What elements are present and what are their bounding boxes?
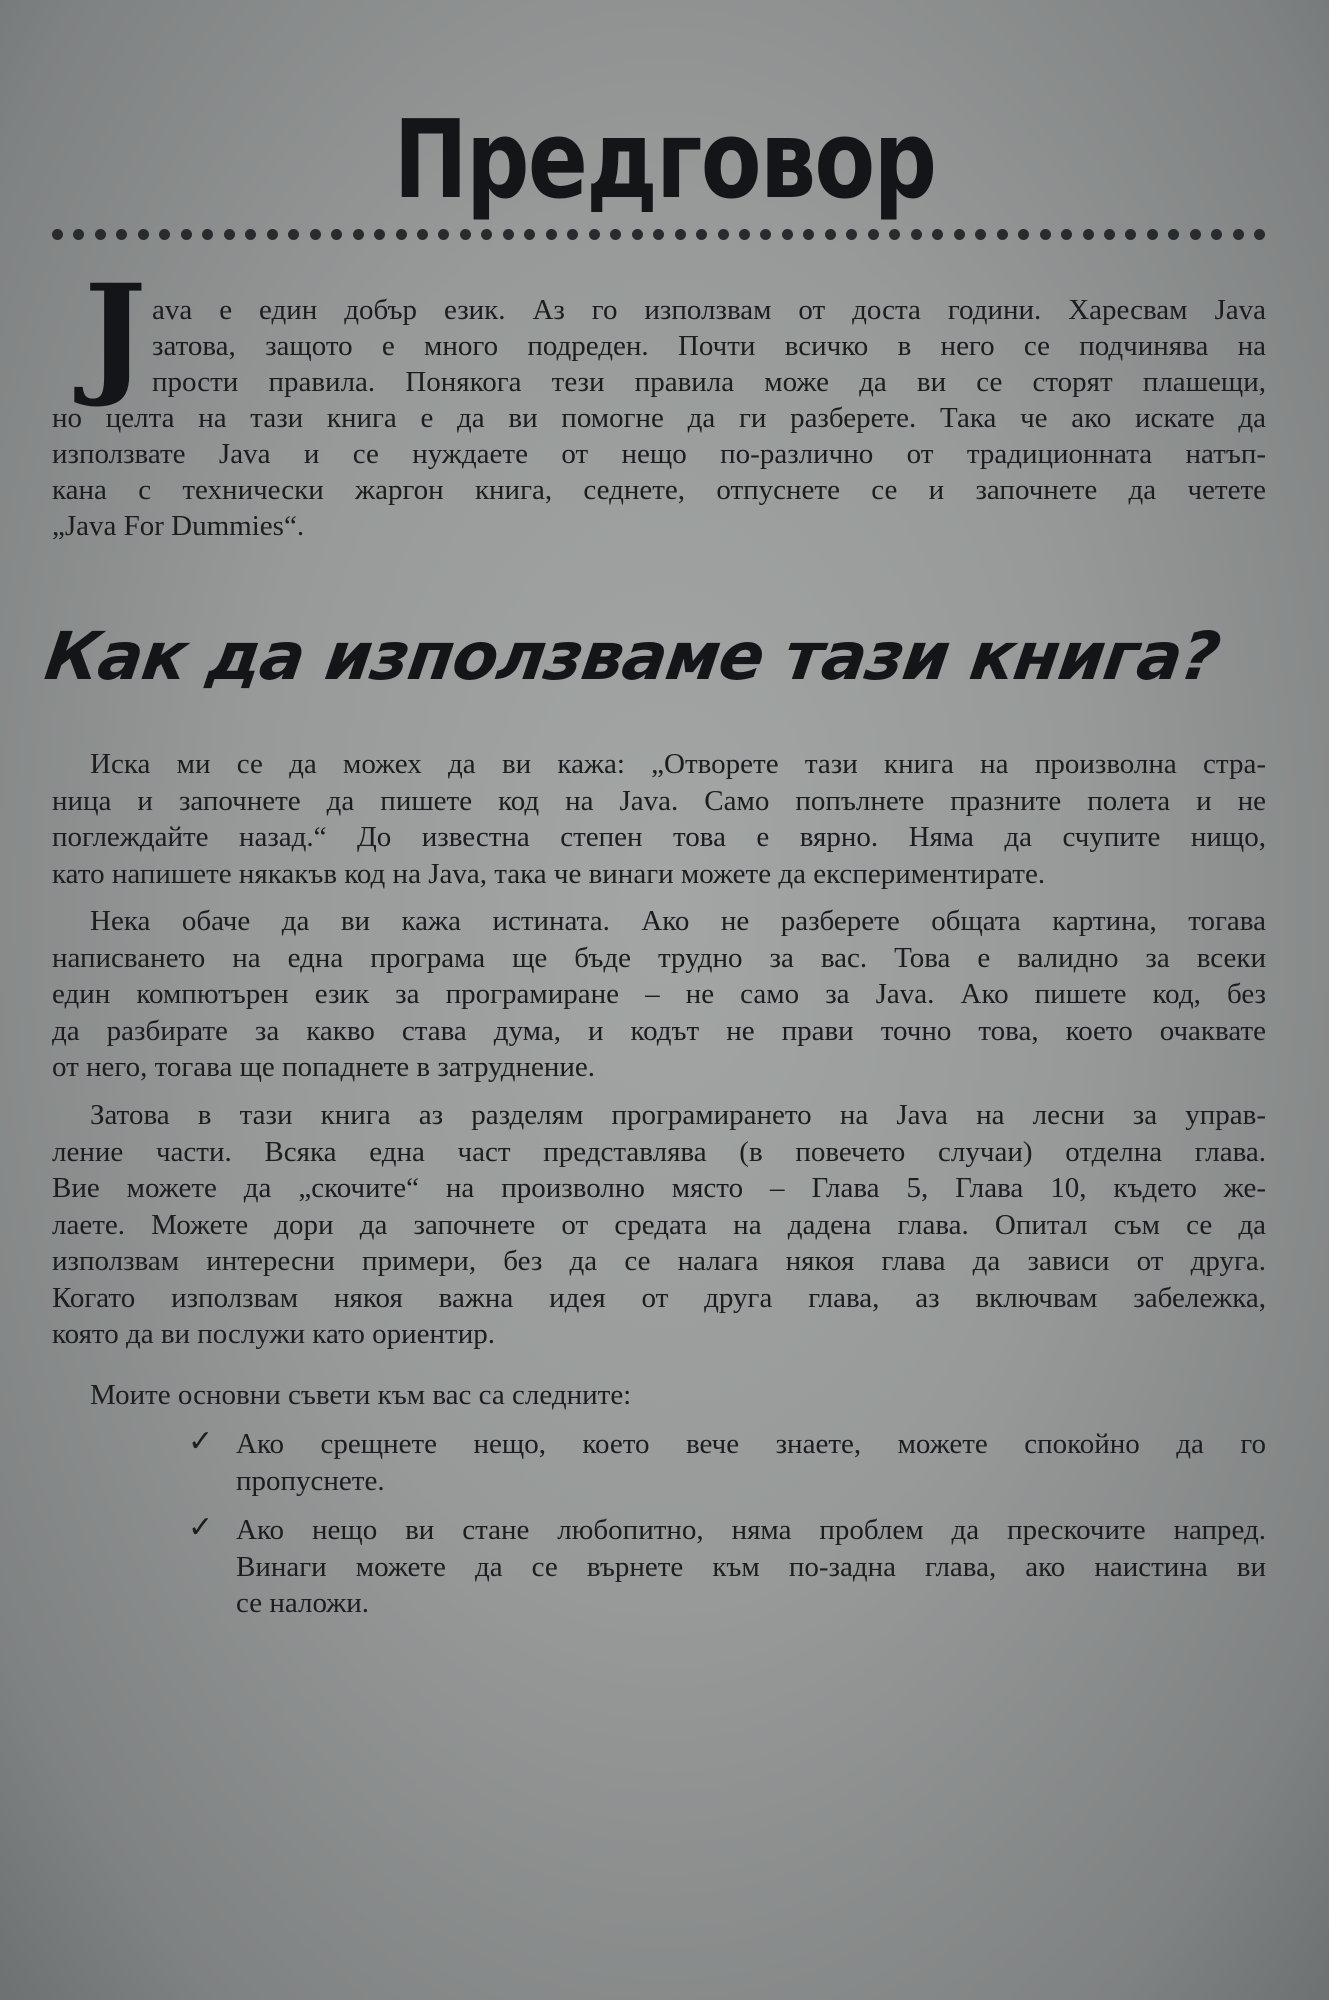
divider-dot [997,229,1008,240]
paragraph-line: като напишете някакъв код на Java, така че винаги можете да експериментирате. [52,857,1046,890]
intro-line: ava е един добър език. Аз го използвам от доста години. Харесвам Java [152,294,1266,326]
divider-dot [181,229,192,240]
intro-line: използвате Java и се нуждаете от нещо по-различно от традиционната натъп- [52,438,1266,470]
divider-dot [825,229,836,240]
paragraph-line: която да ви послужи като ориентир. [52,1318,495,1350]
divider-dot [546,229,557,240]
divider-dot [1125,229,1136,240]
divider-dot [396,229,407,240]
page-title: Предговор [393,98,936,223]
divider-dot [1190,229,1201,240]
divider-dot [954,229,965,240]
divider-dot [975,229,986,240]
divider-dot [803,229,814,240]
paragraph-line: поглеждайте назад.“ До известна степен това е вярно. Няма да счупите нищо, [52,821,1266,853]
divider-dot [202,229,213,240]
paragraph-line: един компютърен език за програмиране – не само за Java. Ако пишете код, без [52,978,1266,1010]
divider-dot [310,229,321,240]
divider-dot [782,229,793,240]
divider-dot [116,229,127,240]
bullet-line: Ако срещнете нещо, което вече знаете, можете спокойно да го [236,1428,1266,1460]
divider-dot [1104,229,1115,240]
divider-dot [889,229,900,240]
divider-dot [718,229,729,240]
divider-dot [73,229,84,240]
divider-dot [267,229,278,240]
divider-dot [589,229,600,240]
divider-dot [52,229,63,240]
paragraph-line: лаете. Можете дори да започнете от средата на дадена глава. Опитал съм се да [52,1208,1266,1241]
dotted-divider [52,229,1266,243]
bullet-line: Винаги можете да се върнете към по-задна глава, ако наистина ви [236,1550,1266,1583]
paragraph-line: Моите основни съвети към вас са следните: [90,1379,632,1411]
paragraph-line: използвам интересни примери, без да се налага някоя глава да зависи от друга. [52,1245,1266,1277]
section-heading: Как да използваме тази книга? [40,618,1225,695]
divider-dot [353,229,364,240]
intro-line: прости правила. Понякога тези правила може да ви се сторят плашещи, [152,366,1266,398]
paragraph-line: от него, тогава ще попаднете в затруднение. [52,1051,596,1083]
bullet-line: Ако нещо ви стане любопитно, няма проблем да прескочите напред. [236,1514,1266,1546]
divider-dot [610,229,621,240]
divider-dot [138,229,149,240]
bullet-line: пропуснете. [236,1464,385,1497]
divider-dot [1083,229,1094,240]
divider-dot [696,229,707,240]
divider-dot [739,229,750,240]
divider-dot [224,229,235,240]
intro-line: затова, защото е много подреден. Почти всичко в него се подчинява на [152,330,1266,362]
divider-dot [245,229,256,240]
divider-dot [1040,229,1051,240]
paragraph-line: Иска ми се да можех да ви кажа: „Отворете тази книга на произволна стра- [90,748,1266,780]
divider-dot [438,229,449,240]
paragraph-line: Вие можете да „скочите“ на произволно място – Глава 5, Глава 10, където же- [52,1172,1266,1204]
divider-dot [868,229,879,240]
intro-line: но целта на тази книга е да ви помогне да ги разберете. Така че ако искате да [52,402,1266,434]
divider-dot [1061,229,1072,240]
divider-dot [503,229,514,240]
divider-dot [331,229,342,240]
divider-dot [911,229,922,240]
divider-dot [374,229,385,240]
paragraph-line: да разбирате за какво става дума, и кодът не прави точно това, което очаквате [52,1014,1266,1047]
divider-dot [460,229,471,240]
divider-dot [159,229,170,240]
divider-dot [524,229,535,240]
divider-dot [481,229,492,240]
intro-line: „Java For Dummies“. [52,510,305,542]
divider-dot [288,229,299,240]
divider-dot [632,229,643,240]
paragraph-line: Нека обаче да ви кажа истината. Ако не разберете общата картина, тогава [90,905,1266,937]
divider-dot [1233,229,1244,240]
paragraph-line: Затова в тази книга аз разделям програмирането на Java на лесни за управ- [90,1099,1266,1131]
divider-dot [1254,229,1265,240]
check-mark-icon: ✓ [188,1424,214,1459]
divider-dot [417,229,428,240]
intro-line: кана с технически жаргон книга, седнете, отпуснете се и започнете да четете [52,474,1266,506]
drop-cap: J [84,256,147,411]
paragraph-line: написването на една програма ще бъде трудно за вас. Това е валидно за всеки [52,941,1266,974]
divider-dot [95,229,106,240]
divider-dot [1168,229,1179,240]
check-mark-icon: ✓ [188,1510,214,1545]
divider-dot [932,229,943,240]
bullet-line: се наложи. [236,1587,370,1619]
paragraph-line: Когато използвам някоя важна идея от друга глава, аз включвам забележка, [52,1281,1266,1314]
divider-dot [567,229,578,240]
divider-dot [760,229,771,240]
divider-dot [1211,229,1222,240]
divider-dot [1018,229,1029,240]
paragraph-line: ница и започнете да пишете код на Java. Само попълнете празните полета и не [52,784,1266,817]
divider-dot [675,229,686,240]
paragraph-line: ление части. Всяка една част представлява (в повечето случаи) отделна глава. [52,1135,1266,1168]
divider-dot [846,229,857,240]
divider-dot [1147,229,1158,240]
divider-dot [653,229,664,240]
